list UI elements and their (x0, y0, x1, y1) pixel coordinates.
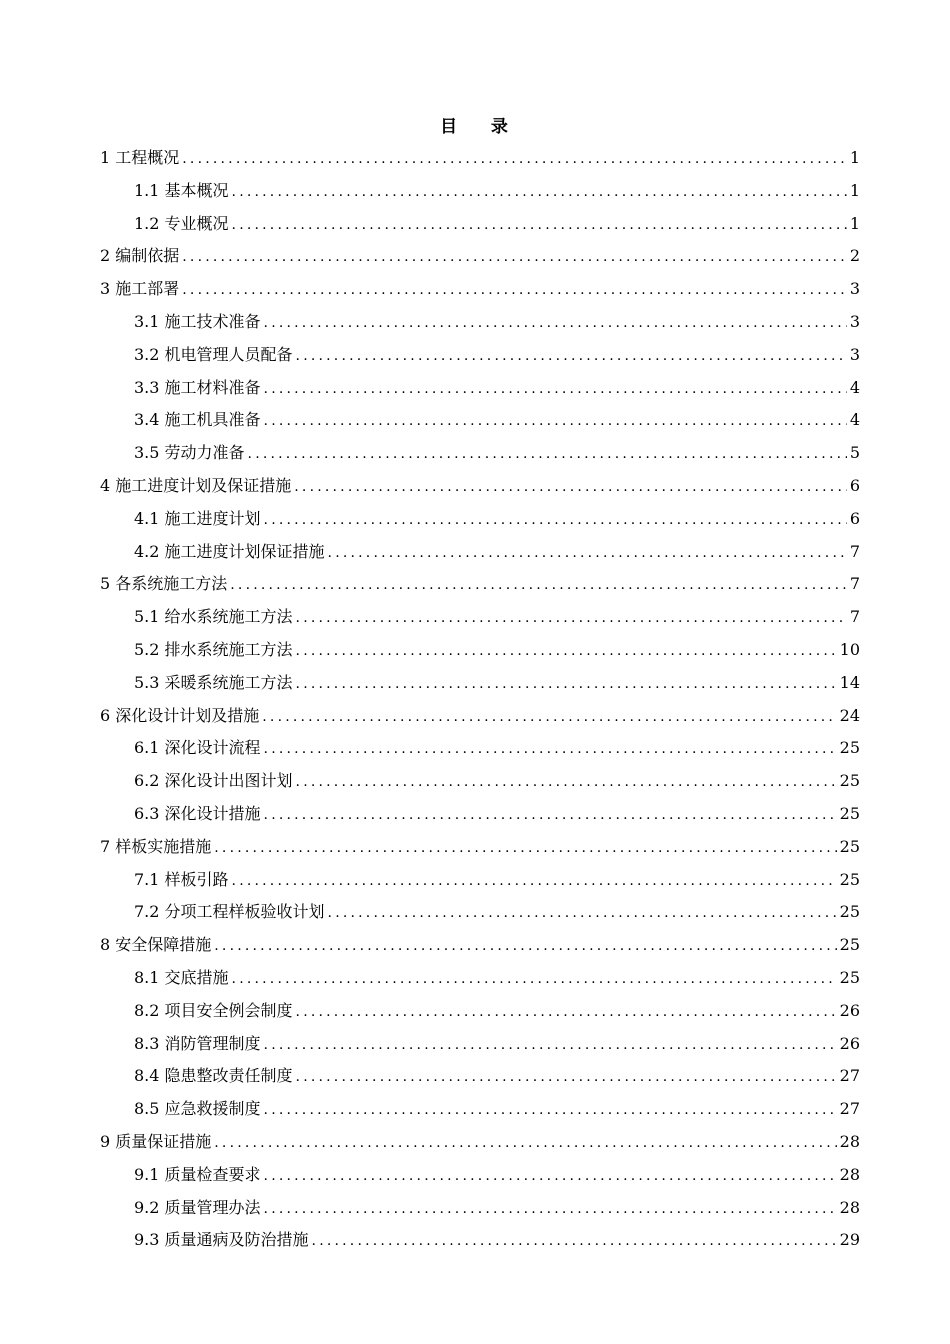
toc-dot-leader (232, 176, 847, 209)
toc-dot-leader (232, 865, 837, 898)
toc-entry-page-number: 25 (839, 935, 860, 955)
toc-entry-page-number: 6 (849, 508, 860, 528)
toc-entry-page-number: 24 (839, 705, 860, 725)
toc-entry-label: 6.3 深化设计措施 (134, 803, 261, 823)
toc-entry-label: 5.1 给水系统施工方法 (134, 607, 293, 627)
toc-dot-leader (182, 143, 847, 176)
toc-dot-leader (182, 274, 847, 307)
toc-dot-leader (230, 569, 847, 602)
toc-entry[interactable] (100, 995, 860, 1028)
toc-dot-leader (264, 1029, 837, 1062)
toc-dot-leader (296, 668, 837, 701)
toc-entry-label: 9.2 质量管理办法 (134, 1197, 261, 1217)
toc-entry-label: 8.5 应急救援制度 (134, 1099, 261, 1119)
toc-entry-page-number: 27 (839, 1099, 860, 1119)
toc-dot-leader (296, 602, 847, 635)
toc-entry[interactable] (100, 470, 860, 503)
toc-entry-label: 9 质量保证措施 (100, 1131, 212, 1151)
toc-entry[interactable] (100, 667, 860, 700)
toc-entry[interactable] (100, 273, 860, 306)
toc-dot-leader (214, 930, 836, 963)
toc-entry-label: 1.2 专业概况 (134, 213, 229, 233)
toc-entry-page-number: 7 (849, 607, 860, 627)
toc-entry[interactable] (100, 372, 860, 405)
toc-entry-page-number: 7 (849, 574, 860, 594)
toc-entry-label: 8.3 消防管理制度 (134, 1033, 261, 1053)
toc-dot-leader (264, 373, 847, 406)
toc-entry-label: 7.1 样板引路 (134, 869, 229, 889)
toc-dot-leader (328, 897, 837, 930)
toc-entry-page-number: 25 (839, 771, 860, 791)
toc-entry-page-number: 14 (839, 672, 860, 692)
toc-entry-label: 3 施工部署 (100, 279, 180, 299)
toc-entry-label: 8.2 项目安全例会制度 (134, 1000, 293, 1020)
toc-entry[interactable] (100, 339, 860, 372)
toc-entry-label: 6 深化设计计划及措施 (100, 705, 260, 725)
toc-dot-leader (232, 209, 847, 242)
toc-entry[interactable] (100, 240, 860, 273)
toc-entry-label: 3.5 劳动力准备 (134, 443, 245, 463)
toc-dot-leader (264, 405, 847, 438)
toc-entry-page-number: 6 (849, 475, 860, 495)
toc-dot-leader (264, 1193, 837, 1226)
toc-entry[interactable] (100, 798, 860, 831)
toc-dot-leader (214, 832, 836, 865)
toc-entry-page-number: 4 (849, 410, 860, 430)
toc-entry[interactable] (100, 1028, 860, 1061)
toc-entry-label: 4.2 施工进度计划保证措施 (134, 541, 325, 561)
toc-dot-leader (232, 963, 837, 996)
toc-entry-label: 4.1 施工进度计划 (134, 508, 261, 528)
toc-dot-leader (328, 537, 847, 570)
toc-entry-page-number: 28 (839, 1197, 860, 1217)
toc-entry[interactable] (100, 896, 860, 929)
toc-entry-page-number: 28 (839, 1164, 860, 1184)
toc-dot-leader (296, 1061, 837, 1094)
toc-entry-label: 3.2 机电管理人员配备 (134, 344, 293, 364)
toc-entry-page-number: 25 (839, 738, 860, 758)
table-of-contents (100, 142, 860, 1257)
toc-entry-page-number: 1 (849, 148, 860, 167)
toc-entry[interactable] (100, 1060, 860, 1093)
toc-entry[interactable] (100, 404, 860, 437)
toc-entry[interactable] (100, 601, 860, 634)
toc-entry-page-number: 26 (839, 1033, 860, 1053)
toc-entry-label: 1 工程概况 (100, 148, 180, 167)
toc-entry-label: 1.1 基本概况 (134, 180, 229, 200)
toc-entry-page-number: 7 (849, 541, 860, 561)
toc-entry-label: 4 施工进度计划及保证措施 (100, 475, 292, 495)
toc-entry-page-number: 1 (849, 180, 860, 200)
toc-entry[interactable] (100, 208, 860, 241)
toc-title: 目 录 (440, 117, 510, 137)
toc-entry[interactable] (100, 1126, 860, 1159)
toc-entry[interactable] (100, 700, 860, 733)
toc-entry-label: 6.1 深化设计流程 (134, 738, 261, 758)
toc-entry[interactable] (100, 536, 860, 569)
toc-entry[interactable] (100, 962, 860, 995)
toc-dot-leader (264, 504, 847, 537)
toc-entry[interactable] (100, 732, 860, 765)
toc-dot-leader (264, 733, 837, 766)
toc-entry-label: 9.1 质量检查要求 (134, 1164, 261, 1184)
toc-entry[interactable] (100, 437, 860, 470)
toc-entry-label: 8 安全保障措施 (100, 935, 212, 955)
toc-dot-leader (264, 1160, 837, 1193)
toc-dot-leader (296, 635, 837, 668)
toc-entry-page-number: 1 (849, 213, 860, 233)
toc-dot-leader (264, 799, 837, 832)
toc-dot-leader (262, 701, 836, 734)
toc-entry[interactable] (100, 831, 860, 864)
toc-entry-page-number: 28 (839, 1131, 860, 1151)
toc-entry-label: 5 各系统施工方法 (100, 574, 228, 594)
toc-entry-page-number: 25 (839, 967, 860, 987)
toc-entry-page-number: 2 (849, 246, 860, 266)
toc-entry-label: 8.1 交底措施 (134, 967, 229, 987)
toc-entry-label: 3.3 施工材料准备 (134, 377, 261, 397)
toc-entry-label: 7 样板实施措施 (100, 836, 212, 856)
toc-entry-page-number: 3 (849, 279, 860, 299)
toc-dot-leader (264, 1094, 837, 1127)
toc-entry[interactable] (100, 1192, 860, 1225)
toc-entry[interactable] (100, 142, 860, 175)
toc-entry[interactable] (100, 864, 860, 897)
toc-entry[interactable] (100, 1224, 860, 1257)
toc-entry[interactable] (100, 568, 860, 601)
toc-entry-page-number: 29 (839, 1230, 860, 1250)
toc-entry-label: 3.1 施工技术准备 (134, 311, 261, 331)
toc-entry[interactable] (100, 503, 860, 536)
toc-entry[interactable] (100, 634, 860, 667)
toc-entry-page-number: 3 (849, 311, 860, 331)
toc-entry-page-number: 27 (839, 1066, 860, 1086)
toc-entry-label: 9.3 质量通病及防治措施 (134, 1230, 309, 1250)
toc-entry-label: 7.2 分项工程样板验收计划 (134, 902, 325, 922)
toc-entry[interactable] (100, 1159, 860, 1192)
toc-entry-page-number: 25 (839, 836, 860, 856)
toc-dot-leader (294, 471, 847, 504)
toc-dot-leader (264, 307, 847, 340)
toc-entry-page-number: 25 (839, 803, 860, 823)
toc-entry-page-number: 25 (839, 869, 860, 889)
toc-entry-label: 8.4 隐患整改责任制度 (134, 1066, 293, 1086)
toc-entry-label: 5.3 采暖系统施工方法 (134, 672, 293, 692)
toc-entry-page-number: 5 (849, 443, 860, 463)
toc-entry[interactable] (100, 765, 860, 798)
toc-dot-leader (248, 438, 847, 471)
toc-entry-label: 2 编制依据 (100, 246, 180, 266)
toc-entry-label: 5.2 排水系统施工方法 (134, 639, 293, 659)
toc-entry-page-number: 10 (839, 639, 860, 659)
toc-entry-page-number: 4 (849, 377, 860, 397)
toc-entry[interactable] (100, 306, 860, 339)
toc-dot-leader (296, 340, 847, 373)
toc-dot-leader (296, 766, 837, 799)
toc-entry[interactable] (100, 175, 860, 208)
toc-entry[interactable] (100, 1093, 860, 1126)
toc-dot-leader (296, 996, 837, 1029)
toc-entry-label: 3.4 施工机具准备 (134, 410, 261, 430)
toc-entry-label: 6.2 深化设计出图计划 (134, 771, 293, 791)
toc-dot-leader (312, 1225, 837, 1258)
toc-entry-page-number: 25 (839, 902, 860, 922)
toc-dot-leader (182, 241, 847, 274)
toc-dot-leader (214, 1127, 836, 1160)
toc-entry-page-number: 3 (849, 344, 860, 364)
toc-entry[interactable] (100, 929, 860, 962)
toc-entry-page-number: 26 (839, 1000, 860, 1020)
